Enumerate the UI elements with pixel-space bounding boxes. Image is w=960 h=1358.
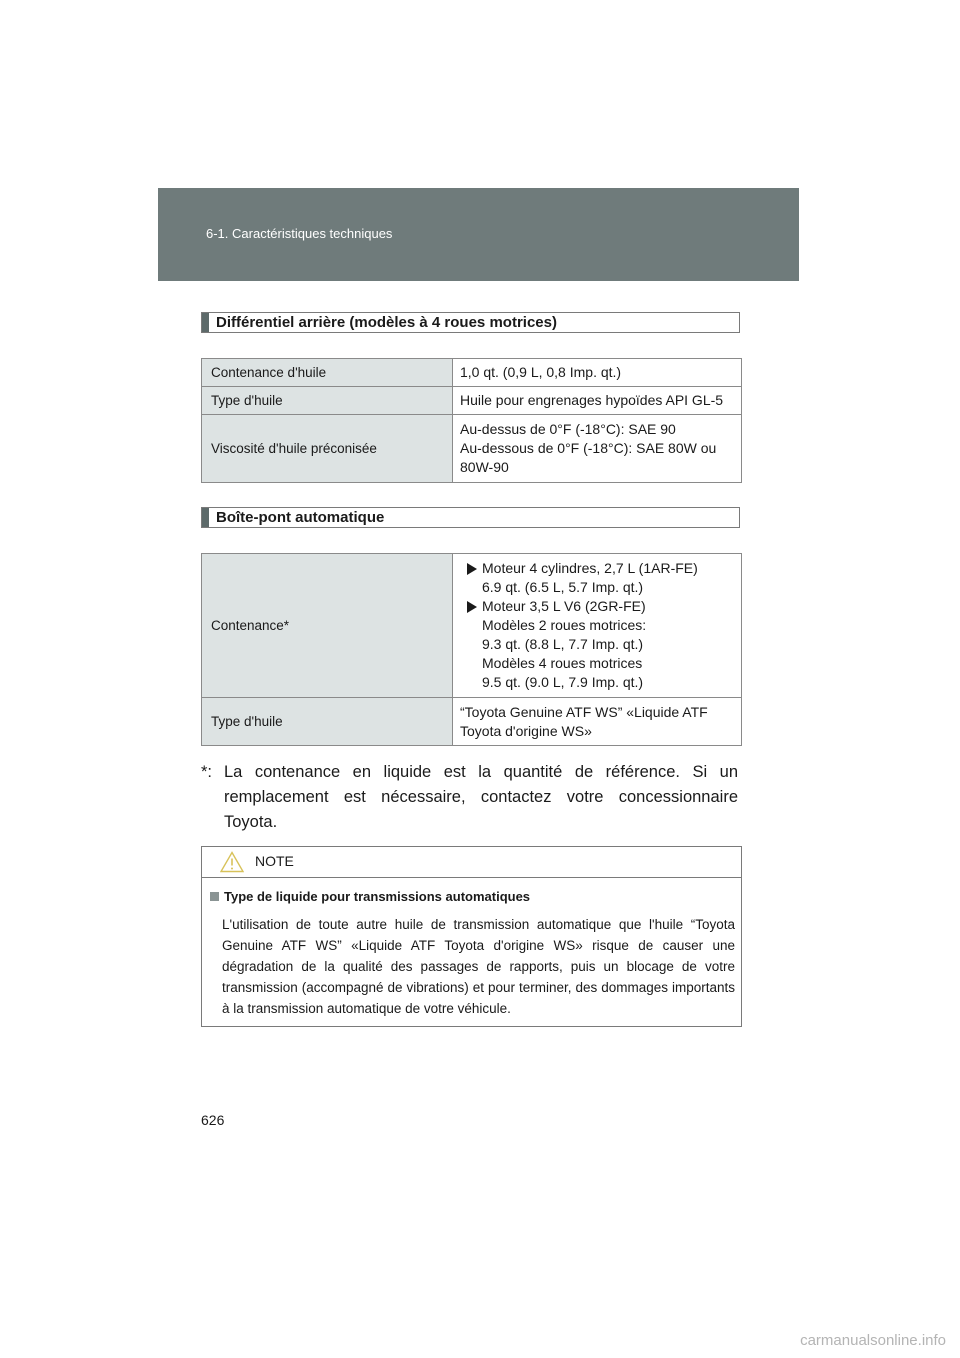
triangle-bullet-icon (467, 601, 477, 613)
table-cell-label: Contenance d'huile (202, 359, 453, 387)
table-cell-label: Contenance* (202, 554, 453, 698)
chapter-header (158, 188, 799, 281)
section-title-automatic-transaxle (201, 507, 740, 528)
section-title-text: Différentiel arrière (modèles à 4 roues motrices) (216, 314, 557, 331)
value-line: Au-dessus de 0°F (-18°C): SAE 90 (460, 421, 676, 437)
value-line: Au-dessous de 0°F (-18°C): SAE 80W ou (460, 440, 717, 456)
engine-label: Moteur 3,5 L V6 (2GR-FE) (482, 598, 646, 614)
section-accent (202, 508, 209, 527)
table-cell-value (453, 698, 742, 746)
section-title-text: Boîte-pont automatique (216, 509, 385, 526)
footnote-text: La contenance en liquide est la quantité de référence. Si un remplacement est nécessaire, contactez votre concessionnaire Toyota. (224, 763, 738, 831)
section-title-rear-differential (201, 312, 740, 333)
table-cell-label: Viscosité d'huile préconisée (202, 415, 453, 483)
footnote-mark: *: (201, 763, 213, 781)
model-label: Modèles 4 roues motrices (482, 655, 643, 671)
page-number: 626 (201, 1112, 225, 1128)
note-body: L'utilisation de toute autre huile de transmission automatique que l'huile “Toyota Genuine ATF WS” «Liquide ATF Toyota d'origine WS» risque de causer une dégradation de la qualité des passages de rapports, puis un blocage de votre transmission (accompagné de vibrations) et pour terminer, des dommages importants à la transmission automatique de votre véhicule. (222, 917, 735, 1016)
table-cell-label: Type d'huile (202, 698, 453, 746)
automatic-transaxle-table (201, 553, 742, 746)
capacity-value: 9.5 qt. (9.0 L, 7.9 Imp. qt.) (482, 674, 644, 690)
table-cell-value (453, 415, 742, 483)
value-line: 1,0 qt. (0,9 L, 0,8 Imp. qt.) (460, 364, 622, 380)
engine-bullet (460, 559, 734, 578)
model-label: Modèles 2 roues motrices: (482, 617, 647, 633)
table-cell-value (453, 554, 742, 698)
value-line: 80W-90 (460, 459, 509, 475)
warning-triangle-icon (220, 851, 244, 873)
value-line: “Toyota Genuine ATF WS” «Liquide ATF (460, 703, 708, 720)
triangle-bullet-icon (467, 563, 477, 575)
note-subtitle-text: Type de liquide pour transmissions automatiques (224, 889, 531, 904)
table-row (202, 415, 742, 483)
note-header (202, 847, 741, 878)
section-accent (202, 313, 209, 332)
square-bullet-icon (210, 892, 219, 901)
table-row (202, 698, 742, 746)
chapter-title: 6-1. Caractéristiques techniques (206, 226, 393, 241)
table-row (202, 387, 742, 415)
engine-label: Moteur 4 cylindres, 2,7 L (1AR-FE) (482, 560, 698, 576)
note-label: NOTE (255, 853, 294, 869)
table-row (202, 359, 742, 387)
footnote (201, 760, 738, 835)
table-row (202, 554, 742, 698)
capacity-value: 9.3 qt. (8.8 L, 7.7 Imp. qt.) (482, 636, 644, 652)
note-subtitle (210, 889, 530, 904)
value-line: Huile pour engrenages hypoïdes API GL-5 (460, 392, 724, 408)
table-cell-value (453, 387, 742, 415)
engine-bullet (460, 597, 734, 616)
table-cell-value (453, 359, 742, 387)
note-box (201, 846, 742, 1027)
watermark: carmanualsonline.info (800, 1332, 946, 1349)
value-line: Toyota d'origine WS» (460, 722, 592, 739)
rear-differential-table (201, 358, 742, 483)
table-cell-label: Type d'huile (202, 387, 453, 415)
capacity-value: 6.9 qt. (6.5 L, 5.7 Imp. qt.) (482, 579, 644, 595)
